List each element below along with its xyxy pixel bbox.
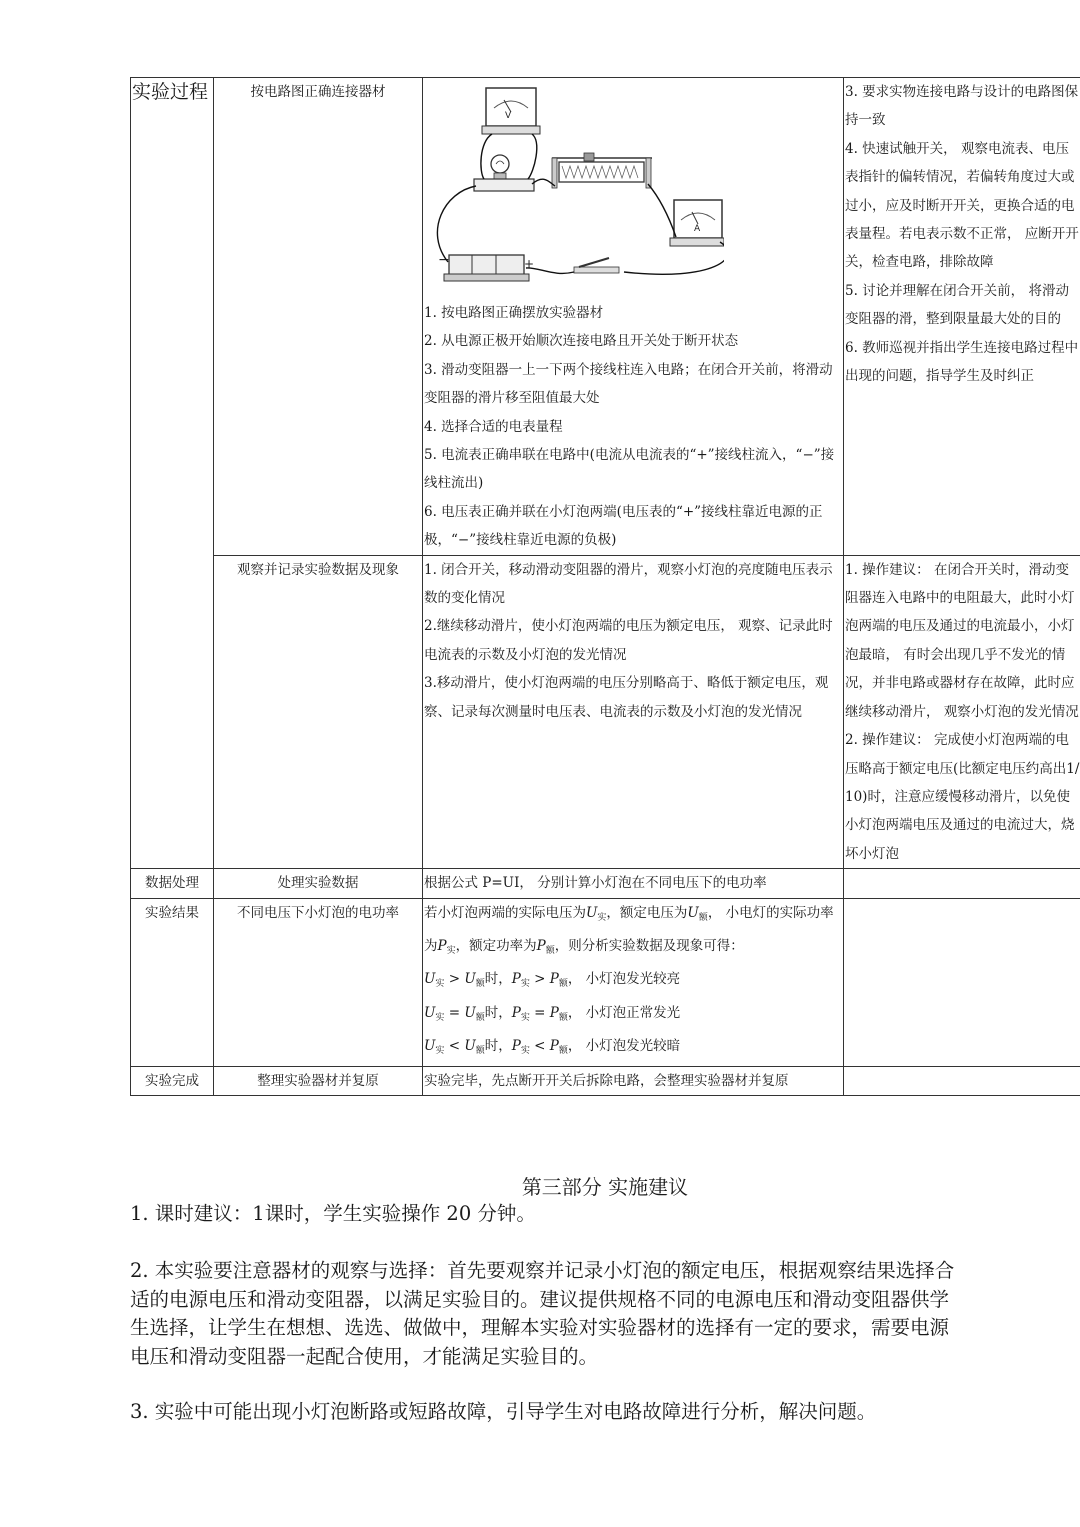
table-row bbox=[131, 555, 1080, 868]
stage-cell bbox=[131, 78, 214, 869]
paragraph-2: 2. 本实验要注意器材的观察与选择：首先要观察并记录小灯泡的额定电压，根据观察结果选择合适的电源电压和滑动变阻器，以满足实验目的。建议提供规格不同的电源电压和滑动变阻器供学生选择，让学生在想想、选选、做做中，理解本实验对实验器材的选择有一定的要求，需要电源电压和滑动变阻器一起配合使用，才能满足实验目的。 bbox=[130, 1259, 955, 1368]
method-line: 4. 选择合适的电表量程 bbox=[424, 418, 563, 435]
step-completion: 整理实验器材并复原 bbox=[214, 1066, 423, 1095]
method-observe bbox=[423, 555, 844, 868]
method-line: 1. 闭合开关，移动滑动变阻器的滑片，观察小灯泡的亮度随电压表示数的变化情况 bbox=[424, 561, 833, 607]
ammeter-icon bbox=[670, 200, 724, 246]
method-line: 2. 从电源正极开始顺次连接电路且开关处于断开状态 bbox=[424, 333, 739, 350]
method-completion: 实验完毕，先点断开开关后拆除电路，会整理实验器材并复原 bbox=[423, 1066, 844, 1095]
step-data: 处理实验数据 bbox=[214, 869, 423, 898]
notes-connect bbox=[844, 78, 1080, 556]
notes-observe bbox=[844, 555, 1080, 868]
result-line-bright: $U_实 > U_额$时，$P_实 > P_额$， 小灯泡发光较亮 bbox=[424, 971, 681, 990]
result-line-normal: $U_实 = U_额$时，$P_实 = P_额$， 小灯泡正常发光 bbox=[424, 1004, 681, 1023]
table-row bbox=[131, 869, 1080, 898]
table-row bbox=[131, 898, 1080, 1066]
method-result bbox=[423, 898, 844, 1066]
notes-data bbox=[844, 869, 1080, 898]
method-line: 3.移动滑片，使小灯泡两端的电压分别略高于、略低于额定电压，观察、记录每次测量时电压表、电流表的示数及小灯泡的发光情况 bbox=[424, 675, 829, 720]
stage-label-data: 数据处理 bbox=[131, 869, 214, 898]
method-line: 1. 按电路图正确摆放实验器材 bbox=[424, 305, 604, 321]
method-line: 3. 滑动变阻器一上一下两个接线柱连入电路；在闭合开关前，将滑动变阻器的滑片移至阻值最大处 bbox=[424, 361, 833, 407]
rheostat-icon bbox=[552, 153, 652, 188]
table-row bbox=[131, 1066, 1080, 1095]
note-line: 3. 要求实物连接电路与设计的电路图保持一致 bbox=[845, 84, 1079, 129]
note-line: 5. 讨论并理解在闭合开关前， 将滑动变阻器的滑，整到限量最大处的目的 bbox=[845, 282, 1069, 328]
stage-label-completion: 实验完成 bbox=[131, 1066, 214, 1095]
ammeter-label: A bbox=[694, 224, 701, 234]
voltmeter-label: V bbox=[505, 111, 512, 121]
note-line: 2. 操作建议： 完成使小灯泡两端的电压略高于额定电压(比额定电压约高出1/10)时，注意应缓慢移动滑片，以免使小灯泡两端电压及通过的电流过大，烧坏小灯泡 bbox=[845, 732, 1080, 862]
voltmeter-icon bbox=[482, 88, 540, 134]
step-result: 不同电压下小灯泡的电功率 bbox=[214, 898, 423, 1066]
switch-icon bbox=[574, 258, 619, 273]
battery-minus-label: − bbox=[438, 252, 450, 268]
paragraph-3: 3. 实验中可能出现小灯泡断路或短路故障，引导学生对电路故障进行分析，解决问题。 bbox=[130, 1400, 877, 1423]
stage-label-result: 实验结果 bbox=[131, 898, 214, 1066]
section-title: 第三部分 实施建议 bbox=[521, 1175, 689, 1199]
note-line: 1. 操作建议： 在闭合开关时，滑动变阻器连入电路中的电阻最大，此时小灯泡两端的电压及通过的电流最小，小灯泡最暗， 有时会出现几乎不发光的情况，并非电路或器材存在故障，此时应继续移动滑片， 观察小灯泡的发光情况 bbox=[845, 561, 1079, 720]
bulb-icon bbox=[474, 155, 534, 191]
method-line: 5. 电流表正确串联在电路中(电流从电流表的“+”接线柱流入，“−”接线柱流出) bbox=[424, 447, 835, 492]
circuit-diagram bbox=[424, 82, 724, 297]
step-connect: 按电路图正确连接器材 bbox=[214, 78, 423, 556]
experiment-table bbox=[130, 77, 1080, 1096]
result-line-dim: $U_实 < U_额$时，$P_实 < P_额$， 小灯泡发光较暗 bbox=[424, 1038, 681, 1057]
paragraph-1: 1. 课时建议：1课时，学生实验操作 20 分钟。 bbox=[130, 1202, 536, 1225]
method-connect bbox=[423, 78, 844, 556]
notes-result bbox=[844, 898, 1080, 1066]
method-data: 根据公式 P=UI， 分别计算小灯泡在不同电压下的电功率 bbox=[423, 869, 844, 898]
step-observe: 观察并记录实验数据及现象 bbox=[214, 555, 423, 868]
result-intro: 若小灯泡两端的实际电压为$U_实$，额定电压为$U_额$， 小电灯的实际功率为$P_实$，额定功率为$P_额$，则分析实验数据及现象可得： bbox=[424, 904, 834, 956]
table-row bbox=[131, 78, 1080, 556]
note-line: 4. 快速试触开关， 观察电流表、电压表指针的偏转情况，若偏转角度过大或过小，应及时断开开关，更换合适的电表量程。若电表示数不正常， 应断开开关，检查电路，排除故障 bbox=[845, 140, 1079, 271]
stage-label-process: 实验过程 bbox=[132, 81, 209, 103]
method-line: 6. 电压表正确并联在小灯泡两端(电压表的“+”接线柱靠近电源的正极，“−”接线柱靠近电源的负极) bbox=[424, 503, 823, 549]
method-line: 2.继续移动滑片，使小灯泡两端的电压为额定电压， 观察、记录此时电流表的示数及小灯泡的发光情况 bbox=[424, 618, 833, 663]
note-line: 6. 教师巡视并指出学生连接电路过程中出现的问题，指导学生及时纠正 bbox=[845, 339, 1079, 385]
battery-icon bbox=[438, 252, 534, 281]
notes-completion bbox=[844, 1066, 1080, 1095]
battery-plus-label: + bbox=[524, 257, 535, 271]
